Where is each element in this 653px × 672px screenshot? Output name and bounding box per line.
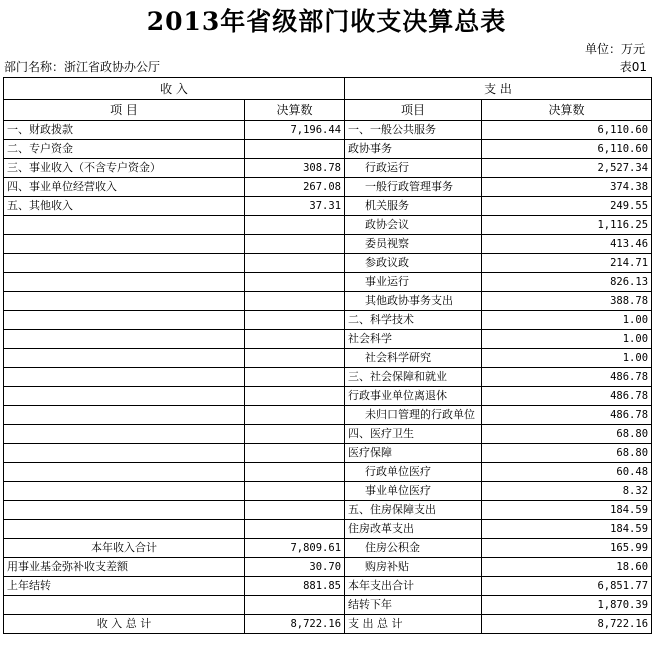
table-row xyxy=(4,311,652,330)
expense-amount-cell: 8,722.16 xyxy=(482,615,652,634)
report-title: 2013年省级部门收支决算总表 xyxy=(146,7,507,36)
budget-table xyxy=(3,77,652,634)
income-item-cell xyxy=(4,216,245,235)
table-row xyxy=(4,615,652,634)
expense-item-cell: 行政单位医疗 xyxy=(345,463,482,482)
income-item-cell: 收 入 总 计 xyxy=(4,615,245,634)
expense-amount-cell: 486.78 xyxy=(482,406,652,425)
expense-item-cell: 住房改革支出 xyxy=(345,520,482,539)
expense-amount-cell: 486.78 xyxy=(482,368,652,387)
table-row xyxy=(4,178,652,197)
expense-item-cell: 医疗保障 xyxy=(345,444,482,463)
expense-amount-cell: 826.13 xyxy=(482,273,652,292)
income-amount-cell: 881.85 xyxy=(245,577,345,596)
expense-item-cell: 其他政协事务支出 xyxy=(345,292,482,311)
expense-amount-cell: 388.78 xyxy=(482,292,652,311)
expense-amount-cell: 18.60 xyxy=(482,558,652,577)
expense-amount-cell: 68.80 xyxy=(482,444,652,463)
expense-item-cell: 事业运行 xyxy=(345,273,482,292)
table-row xyxy=(4,197,652,216)
table-row xyxy=(4,292,652,311)
expense-amount-cell: 413.46 xyxy=(482,235,652,254)
expense-item-cell: 本年支出合计 xyxy=(345,577,482,596)
department-name: 部门名称：浙江省政协办公厅 xyxy=(4,60,161,74)
income-item-cell: 上年结转 xyxy=(4,577,245,596)
income-item-cell: 三、事业收入（不含专户资金） xyxy=(4,159,245,178)
unit-label: 单位：万元 xyxy=(584,42,645,56)
income-amount-cell: 7,196.44 xyxy=(245,121,345,140)
income-item-cell xyxy=(4,406,245,425)
expense-amount-cell: 184.59 xyxy=(482,520,652,539)
income-item-cell xyxy=(4,273,245,292)
income-item-cell: 五、其他收入 xyxy=(4,197,245,216)
income-amount-cell xyxy=(245,254,345,273)
income-amount-cell xyxy=(245,501,345,520)
expense-item-cell: 委员视察 xyxy=(345,235,482,254)
expense-item-cell: 政协事务 xyxy=(345,140,482,159)
income-amount-cell: 8,722.16 xyxy=(245,615,345,634)
income-amount-cell xyxy=(245,482,345,501)
expense-amount-cell: 1,116.25 xyxy=(482,216,652,235)
income-item-cell xyxy=(4,254,245,273)
income-amount-cell xyxy=(245,216,345,235)
income-amount-cell xyxy=(245,444,345,463)
income-amount-cell xyxy=(245,292,345,311)
income-item-cell xyxy=(4,425,245,444)
expense-amount-cell: 68.80 xyxy=(482,425,652,444)
table-row xyxy=(4,596,652,615)
table-row xyxy=(4,216,652,235)
income-amount-cell: 37.31 xyxy=(245,197,345,216)
expense-amount-cell: 486.78 xyxy=(482,387,652,406)
table-row xyxy=(4,254,652,273)
income-amount-cell xyxy=(245,235,345,254)
table-row xyxy=(4,444,652,463)
table-row xyxy=(4,273,652,292)
income-item-cell xyxy=(4,292,245,311)
income-amount-cell: 30.70 xyxy=(245,558,345,577)
income-item-cell: 用事业基金弥补收支差额 xyxy=(4,558,245,577)
expense-amount-cell: 214.71 xyxy=(482,254,652,273)
table-row xyxy=(4,501,652,520)
income-amount-cell xyxy=(245,368,345,387)
expense-item-cell: 五、住房保障支出 xyxy=(345,501,482,520)
table-row xyxy=(4,520,652,539)
table-row xyxy=(4,349,652,368)
expense-amount-cell: 6,110.60 xyxy=(482,140,652,159)
table-row xyxy=(4,330,652,349)
expense-amount-cell: 6,851.77 xyxy=(482,577,652,596)
expense-item-cell: 事业单位医疗 xyxy=(345,482,482,501)
expense-item-cell: 一、一般公共服务 xyxy=(345,121,482,140)
expense-item-cell: 支 出 总 计 xyxy=(345,615,482,634)
income-header: 收 入 xyxy=(4,78,345,100)
income-amount-cell xyxy=(245,596,345,615)
expense-item-cell: 社会科学研究 xyxy=(345,349,482,368)
table-row xyxy=(4,140,652,159)
income-amount-cell: 7,809.61 xyxy=(245,539,345,558)
expense-item-cell: 购房补贴 xyxy=(345,558,482,577)
income-item-cell xyxy=(4,596,245,615)
income-item-cell xyxy=(4,444,245,463)
income-item-cell: 本年收入合计 xyxy=(4,539,245,558)
income-amount-header: 决算数 xyxy=(245,100,345,121)
expense-item-cell: 结转下年 xyxy=(345,596,482,615)
income-item-cell xyxy=(4,463,245,482)
income-item-cell xyxy=(4,235,245,254)
table-row xyxy=(4,558,652,577)
income-amount-cell xyxy=(245,463,345,482)
income-amount-cell: 267.08 xyxy=(245,178,345,197)
income-item-cell: 二、专户资金 xyxy=(4,140,245,159)
expense-amount-header: 决算数 xyxy=(482,100,652,121)
income-amount-cell xyxy=(245,349,345,368)
income-amount-cell: 308.78 xyxy=(245,159,345,178)
table-row xyxy=(4,235,652,254)
table-row xyxy=(4,159,652,178)
expense-amount-cell: 374.38 xyxy=(482,178,652,197)
table-row xyxy=(4,368,652,387)
income-item-cell xyxy=(4,387,245,406)
expense-item-cell: 行政运行 xyxy=(345,159,482,178)
income-item-cell xyxy=(4,349,245,368)
expense-item-cell: 参政议政 xyxy=(345,254,482,273)
expense-amount-cell: 1.00 xyxy=(482,330,652,349)
income-item-cell xyxy=(4,311,245,330)
expense-item-cell: 行政事业单位离退休 xyxy=(345,387,482,406)
income-item-cell xyxy=(4,368,245,387)
expense-amount-cell: 1,870.39 xyxy=(482,596,652,615)
income-amount-cell xyxy=(245,273,345,292)
table-row xyxy=(4,482,652,501)
income-item-header: 项 目 xyxy=(4,100,245,121)
income-amount-cell xyxy=(245,520,345,539)
expense-item-cell: 机关服务 xyxy=(345,197,482,216)
expense-amount-cell: 1.00 xyxy=(482,349,652,368)
table-row xyxy=(4,425,652,444)
expense-item-cell: 二、科学技术 xyxy=(345,311,482,330)
expense-amount-cell: 1.00 xyxy=(482,311,652,330)
income-item-cell: 四、事业单位经营收入 xyxy=(4,178,245,197)
expense-item-cell: 三、社会保障和就业 xyxy=(345,368,482,387)
income-amount-cell xyxy=(245,311,345,330)
income-item-cell xyxy=(4,520,245,539)
income-amount-cell xyxy=(245,425,345,444)
table-row xyxy=(4,463,652,482)
income-item-cell xyxy=(4,501,245,520)
income-item-cell xyxy=(4,330,245,349)
expense-item-cell: 政协会议 xyxy=(345,216,482,235)
expense-item-cell: 四、医疗卫生 xyxy=(345,425,482,444)
expense-amount-cell: 60.48 xyxy=(482,463,652,482)
income-item-cell: 一、财政拨款 xyxy=(4,121,245,140)
expense-item-cell: 住房公积金 xyxy=(345,539,482,558)
income-item-cell xyxy=(4,482,245,501)
expense-amount-cell: 165.99 xyxy=(482,539,652,558)
table-row xyxy=(4,539,652,558)
income-amount-cell xyxy=(245,406,345,425)
expense-header: 支 出 xyxy=(345,78,652,100)
expense-amount-cell: 184.59 xyxy=(482,501,652,520)
expense-item-cell: 一般行政管理事务 xyxy=(345,178,482,197)
income-amount-cell xyxy=(245,387,345,406)
expense-amount-cell: 249.55 xyxy=(482,197,652,216)
table-row xyxy=(4,121,652,140)
income-amount-cell xyxy=(245,140,345,159)
table-row xyxy=(4,406,652,425)
expense-item-cell: 社会科学 xyxy=(345,330,482,349)
table-number: 表01 xyxy=(619,60,647,74)
table-row xyxy=(4,577,652,596)
table-row xyxy=(4,387,652,406)
expense-item-cell: 未归口管理的行政单位 xyxy=(345,406,482,425)
income-amount-cell xyxy=(245,330,345,349)
expense-item-header: 项目 xyxy=(345,100,482,121)
expense-amount-cell: 8.32 xyxy=(482,482,652,501)
expense-amount-cell: 2,527.34 xyxy=(482,159,652,178)
expense-amount-cell: 6,110.60 xyxy=(482,121,652,140)
